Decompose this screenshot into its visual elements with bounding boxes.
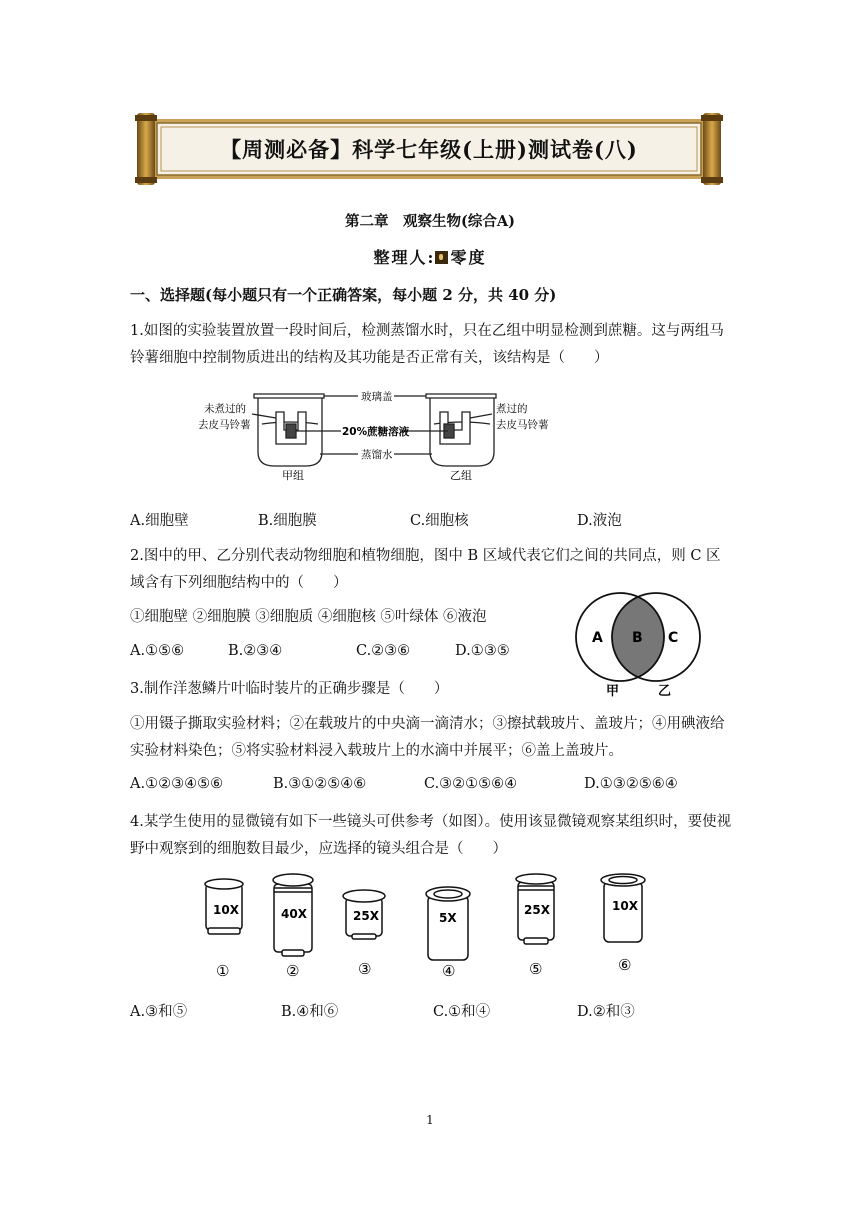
question-3-stem: 3.制作洋葱鳞片叶临时装片的正确步骤是（ ） bbox=[130, 681, 449, 697]
q4-option-d[interactable]: D.②和③ bbox=[577, 1004, 635, 1020]
lens-6-mag: 10X bbox=[612, 899, 638, 913]
q3-option-a[interactable]: A.①②③④⑤⑥ bbox=[130, 776, 224, 792]
question-2-stem: 2.图中的甲、乙分别代表动物细胞和植物细胞，图中 B 区域代表它们之间的共同点，则 C 区域含有下列细胞结构中的（ ） bbox=[130, 548, 721, 591]
section-heading: 一、选择题(每小题只有一个正确答案，每小题 2 分，共 40 分) bbox=[130, 286, 557, 304]
lens-4-number: ④ bbox=[442, 962, 456, 980]
venn-left-label: 甲 bbox=[606, 684, 620, 698]
lens-4-mag: 5X bbox=[439, 911, 457, 925]
q2-option-d[interactable]: D.①③⑤ bbox=[455, 643, 510, 659]
q1-option-b[interactable]: B.细胞膜 bbox=[258, 513, 317, 529]
fig1-left-label-2: 去皮马铃薯 bbox=[198, 419, 251, 431]
lens-3-number: ③ bbox=[358, 960, 372, 978]
fig1-water-label: 蒸馏水 bbox=[361, 449, 393, 461]
compiler-line bbox=[0, 245, 860, 268]
q2-option-a[interactable]: A.①⑤⑥ bbox=[130, 643, 185, 659]
q3-option-c[interactable]: C.③②①⑤⑥④ bbox=[424, 776, 518, 792]
lens-1-mag: 10X bbox=[213, 903, 239, 917]
fig1-group-b-label: 乙组 bbox=[450, 469, 472, 482]
lens-2-number: ② bbox=[286, 962, 300, 980]
compiler-logo-icon bbox=[435, 251, 448, 264]
fig1-right-label-2: 去皮马铃薯 bbox=[496, 419, 549, 431]
venn-right-label: 乙 bbox=[658, 684, 672, 698]
q2-structure-list: ①细胞壁 ②细胞膜 ③细胞质 ④细胞核 ⑤叶绿体 ⑥液泡 bbox=[130, 609, 487, 625]
q4-option-c[interactable]: C.①和④ bbox=[433, 1004, 491, 1020]
q4-option-a[interactable]: A.③和⑤ bbox=[130, 1004, 188, 1020]
fig1-right-label-1: 煮过的 bbox=[496, 403, 528, 415]
fig1-group-a-label: 甲组 bbox=[282, 469, 304, 482]
page-title: 【周测必备】科学七年级(上册)测试卷(八) bbox=[220, 137, 638, 162]
page-number: 1 bbox=[426, 1113, 434, 1127]
venn-region-c: C bbox=[668, 630, 679, 646]
question-4-lens-figure bbox=[196, 870, 666, 982]
q3-option-d[interactable]: D.①③②⑤⑥④ bbox=[584, 776, 678, 792]
lens-2-mag: 40X bbox=[281, 907, 307, 921]
lens-5-number: ⑤ bbox=[529, 960, 543, 978]
fig1-left-label-1: 未煮过的 bbox=[204, 403, 246, 415]
venn-region-a: A bbox=[592, 630, 603, 646]
q1-option-c[interactable]: C.细胞核 bbox=[410, 513, 469, 529]
compiler-label: 整理人: bbox=[373, 248, 436, 267]
compiler-name: 零度 bbox=[450, 248, 487, 267]
question-1-figure bbox=[196, 384, 566, 484]
lens-1-number: ① bbox=[216, 962, 230, 980]
q3-option-b[interactable]: B.③①②⑤④⑥ bbox=[273, 776, 367, 792]
lens-6-number: ⑥ bbox=[618, 956, 632, 974]
q1-option-d[interactable]: D.液泡 bbox=[577, 513, 622, 529]
q2-option-c[interactable]: C.②③⑥ bbox=[356, 643, 411, 659]
q1-option-a[interactable]: A.细胞壁 bbox=[130, 513, 189, 529]
lens-5-mag: 25X bbox=[524, 903, 550, 917]
q2-option-b[interactable]: B.②③④ bbox=[228, 643, 283, 659]
fig1-lid-label: 玻璃盖 bbox=[361, 391, 393, 403]
fig1-solution-label: 20%蔗糖溶液 bbox=[342, 426, 410, 438]
question-1-stem: 1.如图的实验装置放置一段时间后，检测蒸馏水时，只在乙组中明显检测到蔗糖。这与两组马铃薯细胞中控制物质进出的结构及其功能是否正常有关，该结构是（ ） bbox=[130, 323, 724, 366]
chapter-subtitle: 第二章 观察生物(综合A) bbox=[345, 213, 515, 230]
q4-option-b[interactable]: B.④和⑥ bbox=[281, 1004, 339, 1020]
lens-3-mag: 25X bbox=[353, 909, 379, 923]
question-4-stem: 4.某学生使用的显微镜有如下一些镜头可供参考（如图）。使用该显微镜观察某组织时，要使视野中观察到的细胞数目最少，应选择的镜头组合是（ ） bbox=[130, 814, 732, 857]
question-3-steps: ①用镊子撕取实验材料；②在载玻片的中央滴一滴清水；③擦拭载玻片、盖玻片；④用碘液给实验材料染色；⑤将实验材料浸入载玻片上的水滴中并展平；⑥盖上盖玻片。 bbox=[130, 716, 725, 759]
title-banner bbox=[135, 113, 723, 185]
venn-region-b: B bbox=[632, 630, 643, 646]
